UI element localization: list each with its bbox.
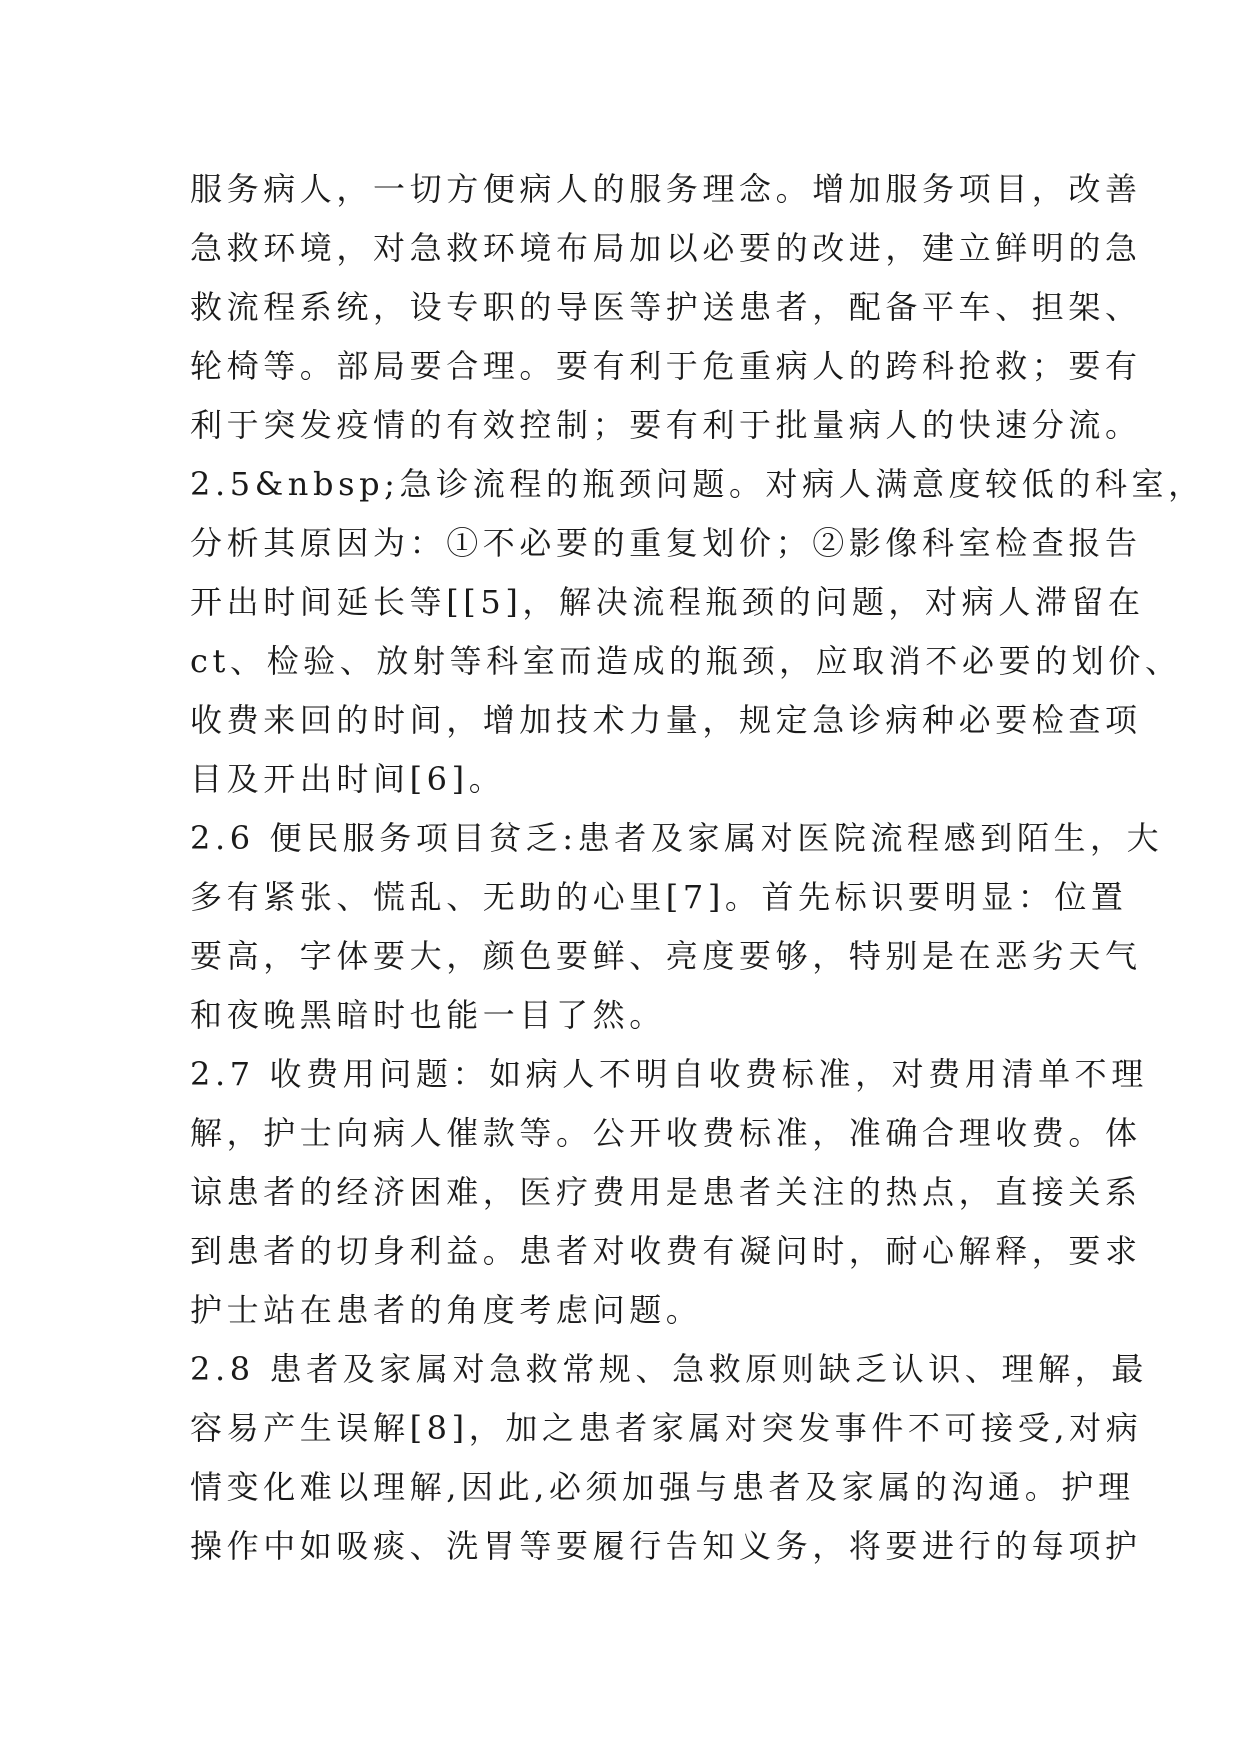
text-line: 操作中如吸痰、洗胃等要履行告知义务，将要进行的每项护	[190, 1527, 1142, 1565]
text-line: 到患者的切身利益。患者对收费有凝问时，耐心解释，要求	[190, 1232, 1142, 1270]
text-line: 解，护士向病人催款等。公开收费标准，准确合理收费。体	[190, 1114, 1142, 1152]
text-line: 和夜晚黑暗时也能一目了然。	[190, 996, 666, 1034]
section-2-5-heading-line: 2.5&nbsp;急诊流程的瓶颈问题。对病人满意度较低的科室，	[190, 465, 1205, 503]
section-2-6-heading-line: 2.6 便民服务项目贫乏:患者及家属对医院流程感到陌生，大	[190, 819, 1164, 857]
body-text	[190, 160, 1205, 1576]
section-2-8-heading-line: 2.8 患者及家属对急救常规、急救原则缺乏认识、理解，最	[190, 1350, 1148, 1388]
text-line: 谅患者的经济困难，医疗费用是患者关注的热点，直接关系	[190, 1173, 1142, 1211]
text-line: 救流程系统，设专职的导医等护送患者，配备平车、担架、	[190, 288, 1142, 326]
text-line: 急救环境，对急救环境布局加以必要的改进，建立鲜明的急	[190, 229, 1142, 267]
text-line: 情变化难以理解,因此,必须加强与患者及家属的沟通。护理	[190, 1468, 1135, 1506]
text-line: 目及开出时间[6]。	[190, 760, 506, 798]
text-line: 分析其原因为：①不必要的重复划价；②影像科室检查报告	[190, 524, 1142, 562]
text-line: 服务病人，一切方便病人的服务理念。增加服务项目，改善	[190, 170, 1142, 208]
section-2-7-heading-line: 2.7 收费用问题：如病人不明自收费标准，对费用清单不理	[190, 1055, 1148, 1093]
text-line: 轮椅等。部局要合理。要有利于危重病人的跨科抢救；要有	[190, 347, 1142, 385]
text-line: 要高，字体要大，颜色要鲜、亮度要够，特别是在恶劣天气	[190, 937, 1142, 975]
text-line: 护士站在患者的角度考虑问题。	[190, 1291, 703, 1329]
text-line: 收费来回的时间，增加技术力量，规定急诊病种必要检查项	[190, 701, 1142, 739]
text-line: 利于突发疫情的有效控制；要有利于批量病人的快速分流。	[190, 406, 1142, 444]
text-line: 容易产生误解[8]，加之患者家属对突发事件不可接受,对病	[190, 1409, 1143, 1447]
text-line: 多有紧张、慌乱、无助的心里[7]。首先标识要明显：位置	[190, 878, 1128, 916]
text-line: ct、检验、放射等科室而造成的瓶颈，应取消不必要的划价、	[190, 642, 1182, 680]
text-line: 开出时间延长等[[5]，解决流程瓶颈的问题，对病人滞留在	[190, 583, 1145, 621]
